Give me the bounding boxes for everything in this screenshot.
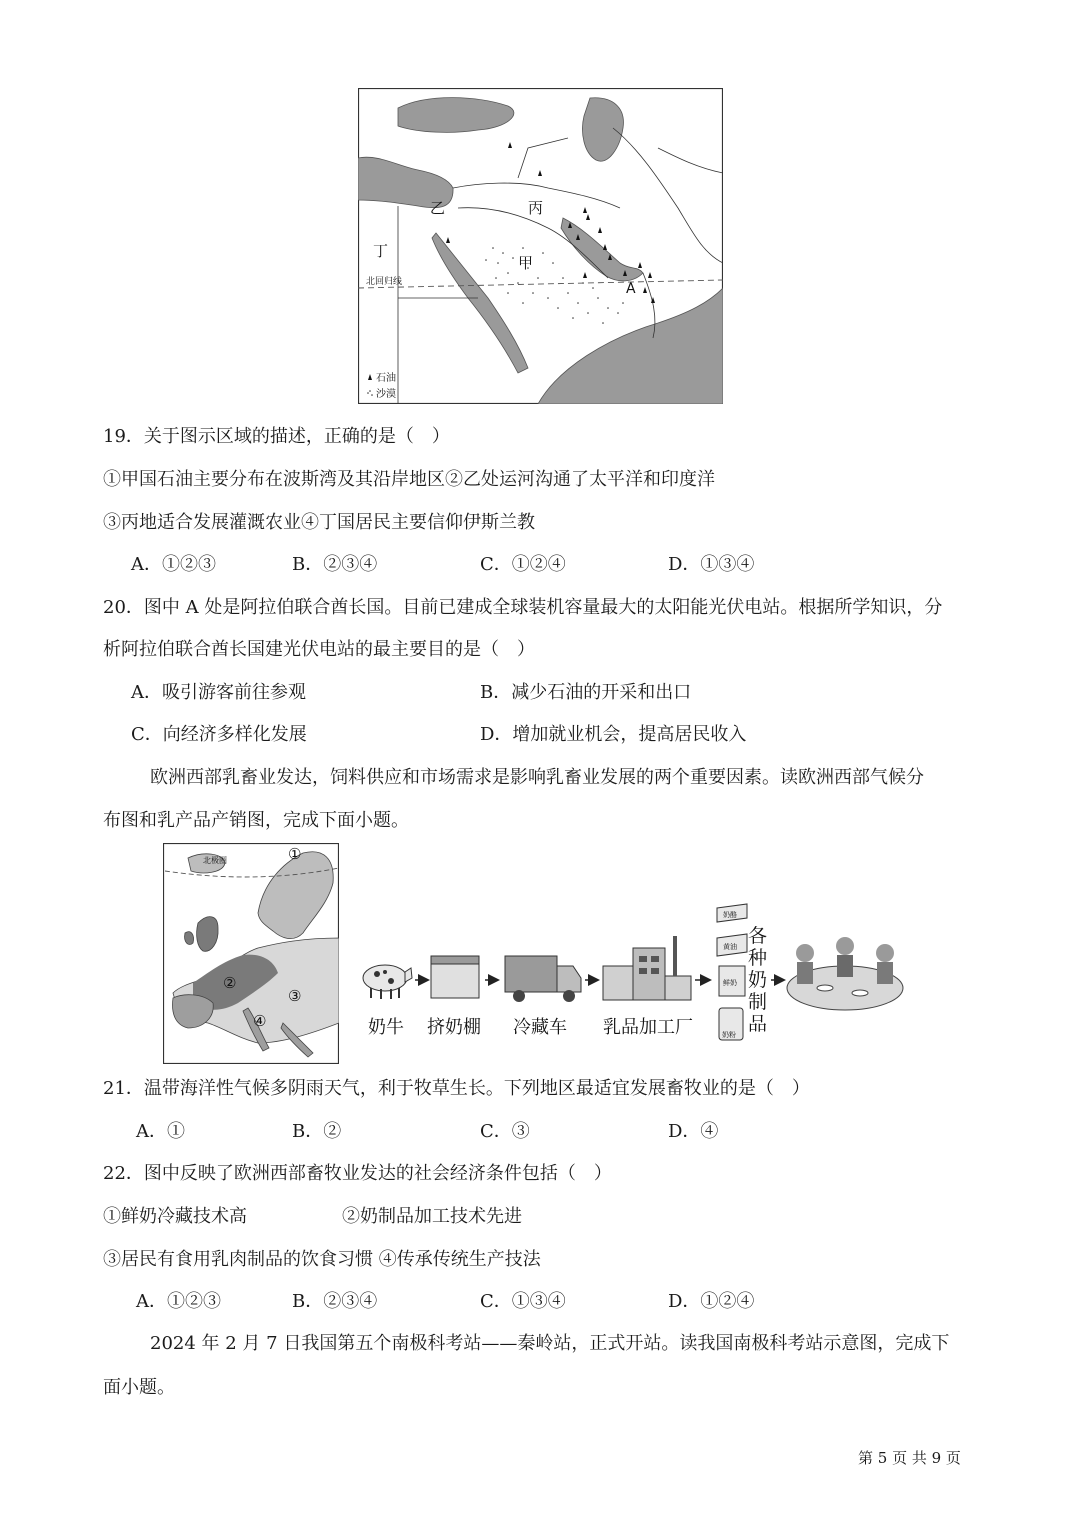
q22-stem: 22．图中反映了欧洲西部畜牧业发达的社会经济条件包括（ ） bbox=[103, 1163, 612, 1184]
chain-truck: 冷藏车 bbox=[513, 1017, 567, 1038]
intro2-line-1: 欧洲西部乳畜业发达，饲料供应和市场需求是影响乳畜业发展的两个重要因素。读欧洲西部气候分 bbox=[150, 767, 924, 788]
label-a: A bbox=[626, 281, 636, 297]
products-label-3: 奶 bbox=[748, 969, 768, 991]
q20-stem-1: 20．图中 A 处是阿拉伯联合酋长国。目前已建成全球装机容量最大的太阳能光伏电站。根据所学知识，分 bbox=[103, 597, 943, 618]
region-2: ② bbox=[223, 974, 237, 992]
q22-statement-2: ②奶制品加工技术先进 bbox=[342, 1206, 522, 1227]
label-tropic: 北回归线 bbox=[366, 277, 403, 287]
intro2-line-2: 布图和乳产品产销图，完成下面小题。 bbox=[103, 810, 409, 831]
q20-option-d[interactable]: D．增加就业机会，提高居民收入 bbox=[480, 724, 747, 745]
q21-option-d[interactable]: D．④ bbox=[668, 1121, 719, 1142]
chain-factory: 乳品加工厂 bbox=[603, 1017, 693, 1038]
q22-statements-3-4: ③居民有食用乳肉制品的饮食习惯 ④传承传统生产技法 bbox=[103, 1249, 541, 1270]
products-label-1: 各 bbox=[748, 925, 768, 947]
dairy-factory-icon bbox=[603, 936, 691, 1000]
region-3: ③ bbox=[288, 987, 302, 1005]
q21-option-a[interactable]: A．① bbox=[136, 1121, 185, 1142]
q22-option-a[interactable]: A．①②③ bbox=[136, 1291, 221, 1312]
svg-text:奶粉: 奶粉 bbox=[722, 1031, 736, 1039]
q19-option-a[interactable]: A．①②③ bbox=[131, 554, 216, 575]
label-yi: 乙 bbox=[430, 199, 446, 217]
label-ding: 丁 bbox=[373, 242, 389, 260]
q22-option-b[interactable]: B．②③④ bbox=[292, 1291, 378, 1312]
legend-oil: 石油 bbox=[376, 373, 396, 384]
cow-icon bbox=[363, 965, 412, 999]
svg-text:鲜奶: 鲜奶 bbox=[723, 979, 737, 987]
intro3-line-1: 2024 年 2 月 7 日我国第五个南极科考站——秦岭站，正式开站。读我国南极科考站示意图，完成下 bbox=[150, 1333, 950, 1354]
q19-option-d[interactable]: D．①③④ bbox=[668, 554, 755, 575]
q22-statement-1: ①鲜奶冷藏技术高 bbox=[103, 1206, 247, 1227]
milking-shed-icon bbox=[431, 956, 479, 998]
dairy-chain-diagram bbox=[355, 848, 925, 1064]
products-label-4: 制 bbox=[748, 991, 768, 1013]
region-4: ④ bbox=[253, 1012, 267, 1030]
dairy-products-icons bbox=[717, 904, 747, 1040]
q20-stem-2: 析阿拉伯联合酋长国建光伏电站的最主要目的是（ ） bbox=[103, 639, 535, 660]
q19-option-b[interactable]: B．②③④ bbox=[292, 554, 378, 575]
label-bing: 丙 bbox=[528, 199, 544, 217]
black-sea bbox=[398, 98, 514, 133]
q21-stem: 21．温带海洋性气候多阴雨天气，利于牧草生长。下列地区最适宜发展畜牧业的是（ ） bbox=[103, 1078, 810, 1099]
products-label-5: 品 bbox=[748, 1013, 768, 1035]
q21-option-b[interactable]: B．② bbox=[292, 1121, 342, 1142]
q19-option-c[interactable]: C．①②④ bbox=[480, 554, 566, 575]
page-number: 第 5 页 共 9 页 bbox=[858, 1449, 961, 1467]
q22-option-d[interactable]: D．①②④ bbox=[668, 1291, 755, 1312]
q22-option-c[interactable]: C．①③④ bbox=[480, 1291, 566, 1312]
q21-option-c[interactable]: C．③ bbox=[480, 1121, 530, 1142]
svg-text:黄油: 黄油 bbox=[723, 943, 737, 951]
q19-statements-2: ③丙地适合发展灌溉农业④丁国居民主要信仰伊斯兰教 bbox=[103, 512, 535, 533]
intro3-line-2: 面小题。 bbox=[103, 1377, 175, 1398]
label-arctic: 北极圈 bbox=[203, 856, 227, 865]
label-jia: 甲 bbox=[518, 254, 534, 272]
region-1: ① bbox=[288, 845, 302, 863]
chain-cow: 奶牛 bbox=[368, 1017, 404, 1038]
europe-climate-map bbox=[163, 843, 339, 1064]
products-label-2: 种 bbox=[748, 947, 768, 969]
q20-option-c[interactable]: C．向经济多样化发展 bbox=[131, 724, 307, 745]
chain-shed: 挤奶棚 bbox=[427, 1017, 481, 1038]
dining-scene-illustration bbox=[787, 937, 903, 1010]
q20-option-a[interactable]: A．吸引游客前往参观 bbox=[131, 682, 306, 703]
legend-desert: 沙漠 bbox=[376, 389, 396, 400]
middle-east-map bbox=[358, 88, 723, 404]
q20-option-b[interactable]: B．减少石油的开采和出口 bbox=[480, 682, 692, 703]
q19-statements-1: ①甲国石油主要分布在波斯湾及其沿岸地区②乙处运河沟通了太平洋和印度洋 bbox=[103, 469, 715, 490]
svg-text:奶酪: 奶酪 bbox=[723, 911, 737, 919]
q19-stem: 19．关于图示区域的描述，正确的是（ ） bbox=[103, 426, 450, 447]
refrigerated-truck-icon bbox=[505, 956, 581, 1002]
